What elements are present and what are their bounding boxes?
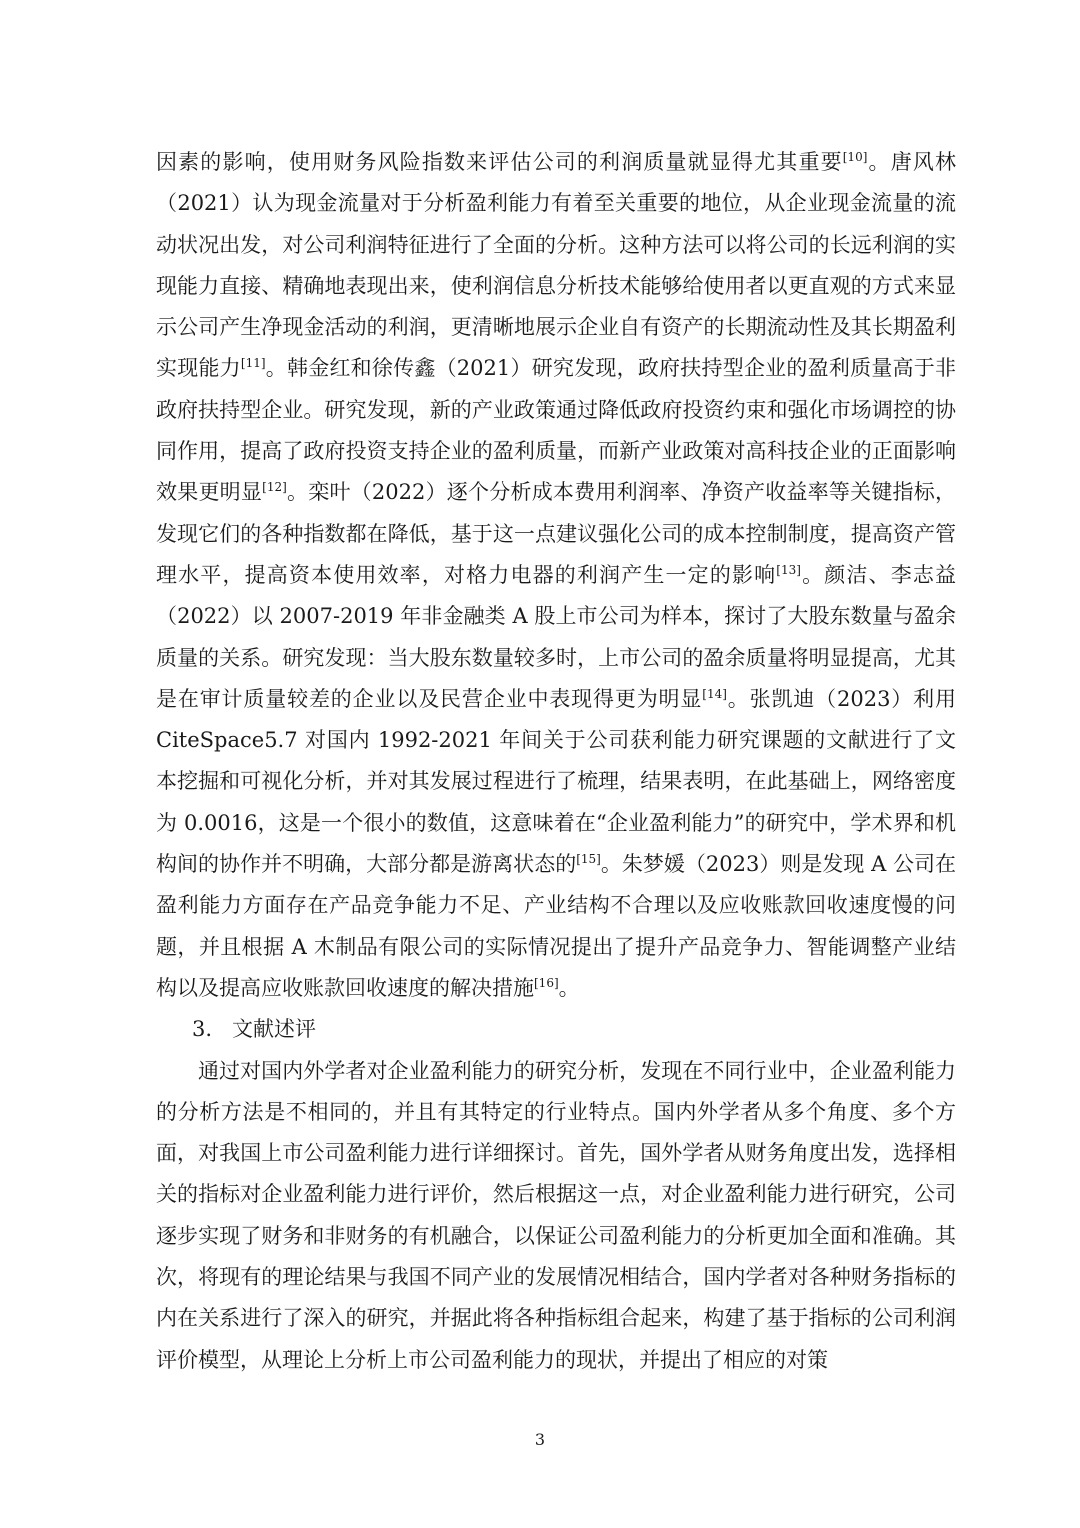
section-heading (156, 1009, 956, 1050)
paragraph-text-segment: 。栾叶（2022）逐个分析成本费用利润率、净资产收益率等关键指标，发现它们的各种指数都在降低，基于这一点建议强化公司的成本控制制度，提高资产管理水平，提高资本使用效率，对格力电器的利润产生一定的影响 (156, 480, 956, 587)
paragraph-text-segment: 。朱梦媛（2023）则是发现 A 公司在盈利能力方面存在产品竞争能力不足、产业结构不合理以及应收账款回收速度慢的问题，并且根据 A 木制品有限公司的实际情况提出了提升产品竞争力、智能调整产业结构以及提高应收账款回收速度的解决措施 (156, 852, 956, 1000)
citation-ref: [12] (262, 480, 287, 495)
paragraph-literature-review (156, 142, 956, 1009)
paragraph-text-segment: 。 (558, 975, 580, 1000)
section-title: 文献述评 (232, 1017, 316, 1042)
citation-ref: [13] (776, 562, 801, 577)
page-number: 3 (534, 1430, 546, 1449)
paragraph-text-segment: 。张凯迪（2023）利用 CiteSpace5.7 对国内 1992-2021 年间关于公司获利能力研究课题的文献进行了文本挖掘和可视化分析，并对其发展过程进行了梳理，结果表明，在此基础上，网络密度为 0.0016，这是一个很小的数值，这意味着在“企业盈利能力”的研究中，学术界和机构间的协作并不明确，大部分都是游离状态的 (156, 686, 957, 877)
citation-ref: [14] (702, 686, 727, 701)
citation-ref: [15] (576, 852, 601, 867)
paragraph-summary: 通过对国内外学者对企业盈利能力的研究分析，发现在不同行业中，企业盈利能力的分析方法是不相同的，并且有其特定的行业特点。国内外学者从多个角度、多个方面，对我国上市公司盈利能力进行详细探讨。首先，国外学者从财务角度出发，选择相关的指标对企业盈利能力进行评价，然后根据这一点，对企业盈利能力进行研究，公司逐步实现了财务和非财务的有机融合，以保证公司盈利能力的分析更加全面和准确。其次，将现有的理论结果与我国不同产业的发展情况相结合，国内学者对各种财务指标的内在关系进行了深入的研究，并据此将各种指标组合起来，构建了基于指标的公司利润评价模型，从理论上分析上市公司盈利能力的现状，并提出了相应的对策 (156, 1058, 956, 1372)
paragraph-text-segment: 。颜洁、李志益（2022）以 2007-2019 年非金融类 A 股上市公司为样本，探讨了大股东数量与盈余质量的关系。研究发现：当大股东数量较多时，上市公司的盈余质量将明显提高，尤其是在审计质量较差的企业以及民营企业中表现得更为明显 (156, 562, 957, 711)
paragraph-text-segment: 因素的影响，使用财务风险指数来评估公司的利润质量就显得尤其重要 (156, 150, 843, 174)
section-number: 3. (192, 1017, 213, 1042)
paragraph-text-segment: 。唐风林（2021）认为现金流量对于分析盈利能力有着至关重要的地位，从企业现金流量的流动状况出发，对公司利润特征进行了全面的分析。这种方法可以将公司的长远利润的实现能力直接、精确地表现出来，使利润信息分析技术能够给使用者以更直观的方式来显示公司产生净现金活动的利润，更清晰地展示企业自有资产的长期流动性及其长期盈利实现能力 (156, 150, 957, 381)
citation-ref: [16] (534, 975, 559, 990)
citation-ref: [10] (842, 150, 868, 164)
citation-ref: [11] (240, 356, 266, 371)
paragraph-text-segment: 。韩金红和徐传鑫（2021）研究发现，政府扶持型企业的盈利质量高于非政府扶持型企业。研究发现，新的产业政策通过降低政府投资约束和强化市场调控的协同作用，提高了政府投资支持企业的盈利质量，而新产业政策对高科技企业的正面影响效果更明显 (156, 356, 956, 505)
body-text (156, 142, 956, 1381)
